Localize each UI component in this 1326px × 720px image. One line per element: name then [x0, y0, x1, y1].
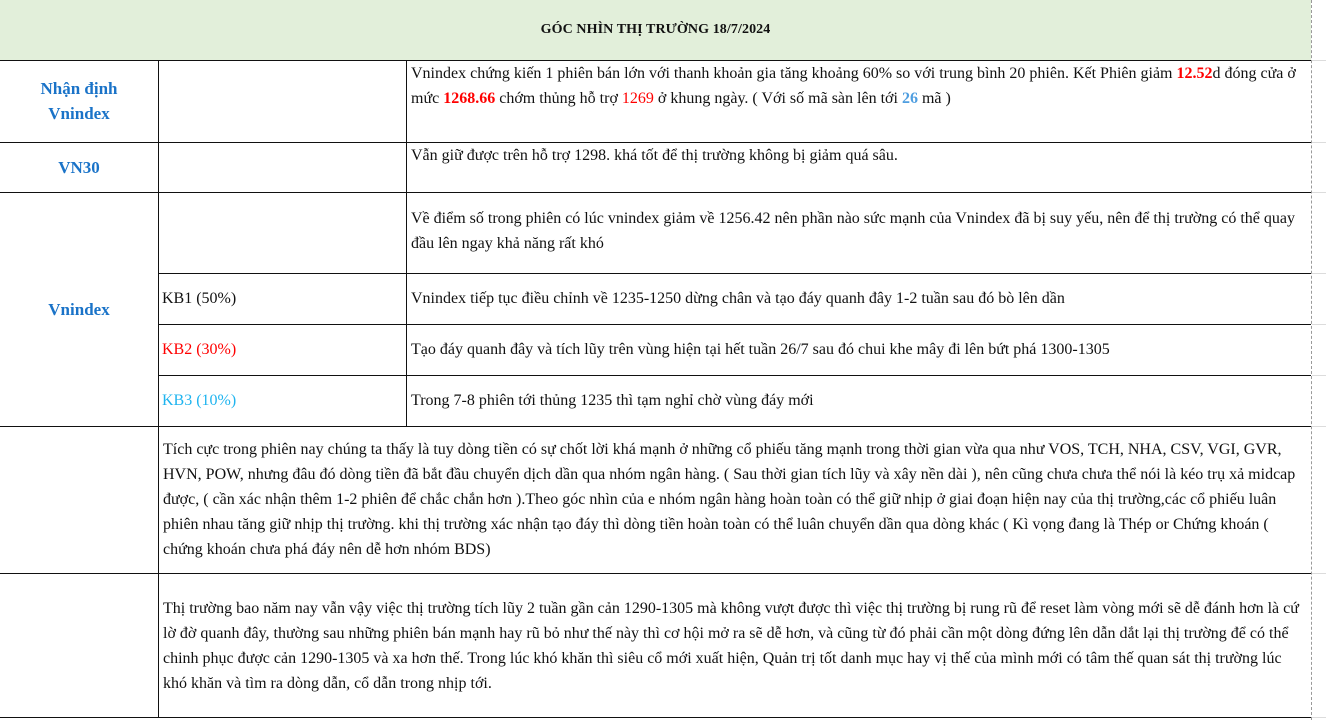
empty-cell[interactable]: [158, 192, 406, 273]
nhan-dinh-text-cell[interactable]: [406, 61, 1311, 142]
grid-line: [158, 375, 1311, 376]
grid-line: [158, 324, 1311, 325]
vn30-text-cell[interactable]: [406, 143, 1311, 192]
scenario-kb1-text-cell[interactable]: [406, 273, 1311, 324]
drop-points-value: 12.52: [1176, 65, 1213, 82]
empty-cell[interactable]: [158, 60, 406, 142]
vnindex-intro-cell[interactable]: [406, 206, 1311, 273]
grid-line: [1312, 573, 1326, 574]
grid-line: [0, 426, 1311, 427]
grid-line: [1312, 324, 1326, 325]
grid-line: [1312, 375, 1326, 376]
grid-line: [158, 273, 1311, 274]
outlook-commentary-text: Thị trường bao năm nay vẫn vậy việc thị trường tích lũy 2 tuần gần cản 1290-1305 mà không vượt được thì việc thị trường bị rung rũ để reset làm vòng mới sẽ dễ đánh hơn là cứ lờ đờ quanh đây, thường sau những phiên bán mạnh hay rũ bỏ như thế này thì cơ hội mở ra sẽ dễ hơn, và cũng từ đó phải cần một dòng đứng lên dẫn dắt lại thị trường để có thể chinh phục được cản 1290-1305 và xa hơn thế. Trong lúc khó khăn thì siêu cổ mới xuất hiện, Quản trị tốt danh mục hay vị thế của mình mới có tâm thế quan sát thị trường lúc khó khăn và tìm ra dòng dẫn, cổ dẫn trong nhịp tới.: [163, 600, 1299, 692]
vnindex-intro-text: Về điểm số trong phiên có lúc vnindex giảm về 1256.42 nên phần nào sức mạnh của Vnindex đã bị suy yếu, nên để thị trường có thể quay đầu lên ngay khả năng rất khó: [411, 210, 1295, 252]
empty-cell[interactable]: [0, 426, 158, 573]
vn30-commentary: Vẫn giữ được trên hỗ trợ 1298. khá tốt để thị trường không bị giảm quá sâu.: [411, 147, 898, 164]
scenario-text: Trong 7-8 phiên tới thủng 1235 thì tạm nghỉ chờ vùng đáy mới: [411, 391, 814, 409]
empty-cell[interactable]: [158, 142, 406, 192]
row-label-vn30[interactable]: [0, 142, 158, 192]
grid-line: [1312, 192, 1326, 193]
grid-line: [1312, 717, 1326, 718]
scenario-name: KB2 (30%): [162, 340, 237, 358]
empty-cell[interactable]: [0, 573, 158, 718]
grid-line: [0, 60, 1311, 61]
floor-count-value: 26: [901, 90, 918, 107]
outlook-commentary-cell[interactable]: [158, 596, 1311, 718]
grid-line: [1312, 426, 1326, 427]
row-label-vnindex[interactable]: [0, 192, 158, 426]
row-label-nhan-dinh-vnindex[interactable]: [0, 60, 158, 142]
title-header-cell[interactable]: [0, 0, 1311, 60]
close-level-value: 1268.66: [443, 90, 496, 107]
page-break-line: [1311, 0, 1312, 720]
grid-line: [1312, 60, 1326, 61]
commentary-text: mã ): [917, 90, 951, 107]
scenario-name: KB3 (10%): [162, 391, 237, 409]
scenario-text: Vnindex tiếp tục điều chỉnh về 1235-1250 dừng chân và tạo đáy quanh đây 1-2 tuần sau đó bò lên dần: [411, 289, 1065, 307]
scenario-kb2-label-cell[interactable]: [158, 324, 406, 375]
scenario-kb3-label-cell[interactable]: [158, 375, 406, 426]
scenario-kb1-label-cell[interactable]: [158, 273, 406, 324]
scenario-text: Tạo đáy quanh đây và tích lũy trên vùng hiện tại hết tuần 26/7 sau đó chui khe mây đi lên bứt phá 1300-1305: [411, 340, 1110, 358]
label-text: VN30: [58, 157, 100, 177]
page-title: GÓC NHÌN THỊ TRƯỜNG 18/7/2024: [540, 22, 771, 37]
grid-line: [0, 717, 1311, 718]
support-level-value: 1269: [621, 90, 654, 107]
scenario-kb2-text-cell[interactable]: [406, 324, 1311, 375]
grid-line: [158, 60, 159, 718]
positive-commentary-cell[interactable]: [158, 437, 1311, 573]
commentary-text: Vnindex chứng kiến 1 phiên bán lớn với thanh khoản gia tăng khoảng 60% so với trung bình 20 phiên. Kết Phiên giảm: [411, 65, 1177, 82]
grid-line: [1312, 142, 1326, 143]
label-text: Nhận định Vnindex: [40, 79, 118, 123]
label-text: Vnindex: [48, 299, 110, 319]
grid-line: [0, 142, 1311, 143]
positive-commentary-text: Tích cực trong phiên nay chúng ta thấy là tuy dòng tiền có sự chốt lời khá mạnh ở những cổ phiếu tăng mạnh trong thời gian vừa qua như VOS, TCH, NHA, CSV, VGI, GVR, HVN, POW, nhưng đâu đó dòng tiền đã bắt đầu chuyển dịch dần qua nhóm ngân hàng. ( Sau thời gian tích lũy và xây nền dài ), nên cũng chưa chưa thể nói là kéo trụ xả midcap được, ( cần xác nhận thêm 1-2 phiên để chắc chắn hơn ).Theo góc nhìn của e nhóm ngân hàng hoàn toàn có thể giữ nhịp ở giai đoạn hiện nay của thị trường,các cổ phiếu luân phiên nhau tăng giữ nhịp thị trường. khi thị trường xác nhận tạo đáy thì dòng tiền hoàn toàn có thể luân chuyển dần qua dòng khác ( Kì vọng đang là Thép or Chứng khoán ( chứng khoán chưa phá đáy nên dễ hơn nhóm BDS): [163, 441, 1296, 558]
scenario-kb3-text-cell[interactable]: [406, 375, 1311, 426]
commentary-text: d đóng cửa ở mức: [411, 65, 1296, 107]
grid-line: [1312, 273, 1326, 274]
grid-line: [0, 573, 1311, 574]
grid-line: [406, 60, 407, 426]
commentary-text: chớm thủng hỗ trợ: [495, 90, 622, 107]
scenario-name: KB1 (50%): [162, 289, 237, 307]
grid-line: [0, 192, 1311, 193]
commentary-text: ở khung ngày. ( Với số mã sàn lên tới: [653, 90, 902, 107]
